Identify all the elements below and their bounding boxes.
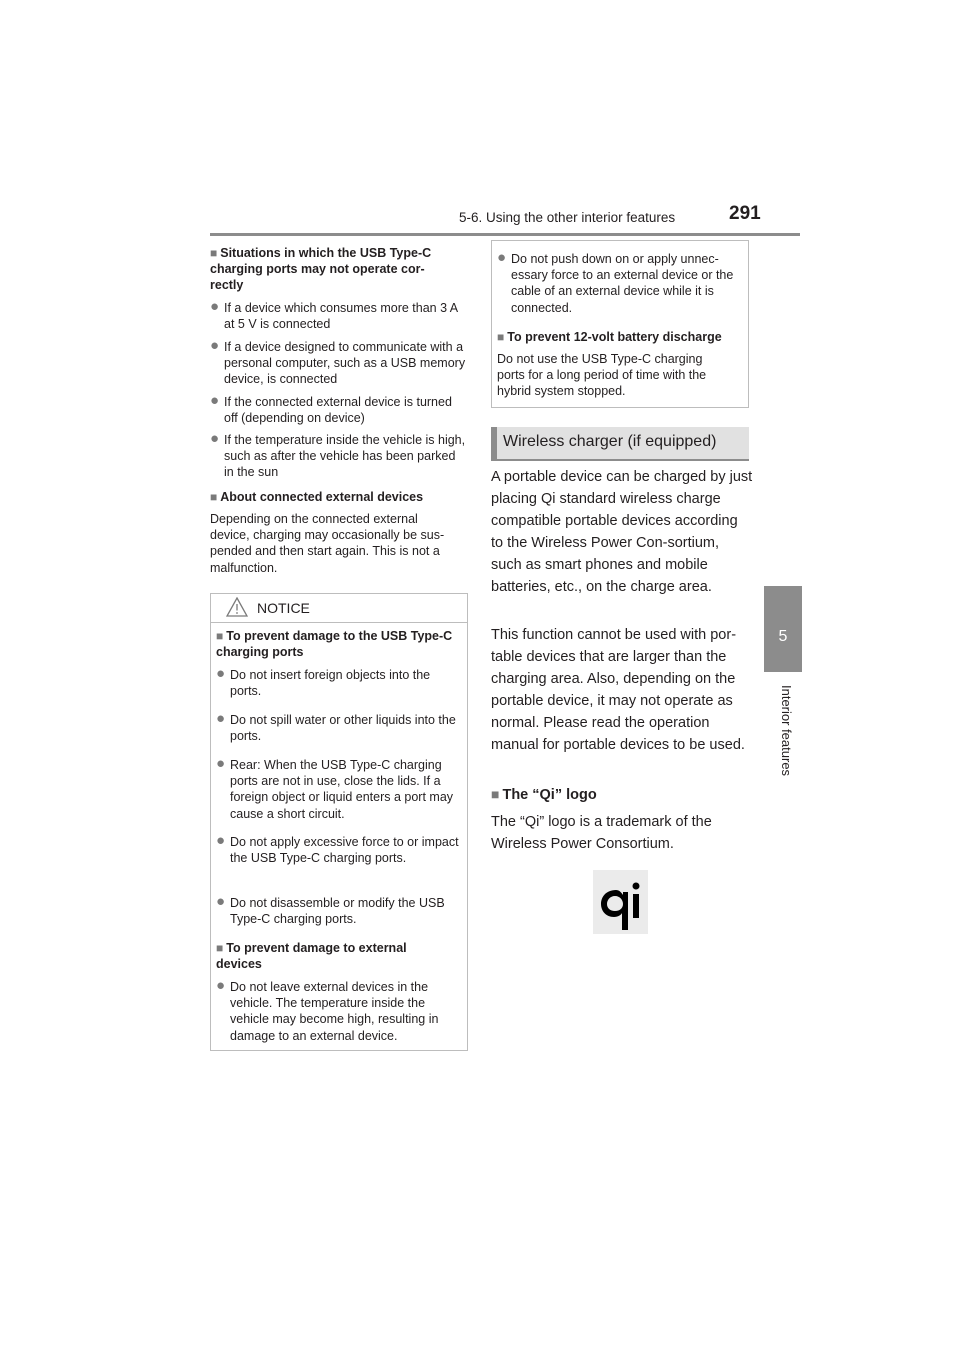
list-item-text: If a device which consumes more than 3 A at 5 V is connected (224, 301, 458, 332)
battery-discharge-heading-text: To prevent 12-volt battery discharge (507, 330, 722, 344)
battery-discharge-paragraph: Do not use the USB Type-C charging ports for a long period of time with the hybrid system stopped. (497, 352, 707, 399)
list-item-text: If the connected external device is turned off (depending on device) (224, 395, 452, 426)
usb-damage-heading (216, 628, 460, 660)
wireless-intro-paragraph: A portable device can be charged by just placing Qi standard wireless charge compatible portable devices according to the Wireless Power Con-sortium, such as smart phones and mobile batteries, etc., on the charge area. (491, 469, 753, 595)
section-title: Wireless charger (if equipped) (503, 433, 717, 450)
square-bullet-icon: ■ (210, 490, 218, 504)
list-item-text: Do not leave external devices in the vehicle. The temperature inside the vehicle may become high, resulting in damage to an external device. (230, 980, 439, 1043)
circle-bullet-icon: ● (216, 665, 226, 682)
external-damage-heading (216, 940, 446, 972)
running-header: 5-6. Using the other interior features (459, 210, 676, 225)
list-item (216, 667, 460, 699)
square-bullet-icon: ■ (497, 330, 505, 344)
circle-bullet-icon: ● (216, 977, 226, 994)
list-item-text: Do not insert foreign objects into the ports. (230, 668, 431, 699)
list-item (210, 300, 468, 332)
list-item (216, 895, 462, 927)
circle-bullet-icon: ● (210, 392, 220, 409)
list-item-text: Do not apply excessive force to or impact the USB Type-C charging ports. (230, 835, 459, 866)
circle-bullet-icon: ● (497, 249, 507, 266)
list-item (216, 834, 460, 866)
warning-triangle-icon (226, 597, 248, 617)
circle-bullet-icon: ● (210, 337, 220, 354)
square-bullet-icon: ■ (210, 246, 218, 260)
usb-damage-heading-text: To prevent damage to the USB Type-C charging ports (216, 629, 453, 660)
list-item-text: Do not spill water or other liquids into the ports. (230, 713, 456, 744)
list-item-text: Do not disassemble or modify the USB Type-C charging ports. (230, 896, 445, 927)
square-bullet-icon: ■ (491, 786, 500, 802)
list-item-text: Do not push down on or apply unnec-essary force to an external device or the cable of an external device while it is connected. (511, 252, 734, 315)
section-heading-rule (491, 459, 749, 461)
list-item (497, 251, 741, 316)
circle-bullet-icon: ● (216, 710, 226, 727)
square-bullet-icon: ■ (216, 629, 224, 643)
external-devices-heading (210, 489, 468, 505)
list-item-text: Rear: When the USB Type-C charging ports are not in use, close the lids. If a foreign object or liquid enters a port may cause a short circuit. (230, 758, 454, 821)
list-item (216, 712, 460, 744)
list-item (210, 432, 468, 481)
wireless-limit-paragraph: This function cannot be used with por-table devices that are larger than the charging area. Also, depending on the portable device, it may not operate as normal. Please read the operation manual for portable devices to be used. (491, 627, 745, 753)
chapter-label: Interior features (779, 685, 794, 777)
qi-logo-icon (593, 870, 648, 934)
circle-bullet-icon: ● (210, 430, 220, 447)
notice-label: NOTICE (257, 600, 310, 616)
external-damage-heading-text: To prevent damage to external devices (216, 941, 407, 972)
section-heading-bar (491, 427, 497, 459)
header-rule (210, 233, 800, 236)
page-number: 291 (729, 203, 761, 224)
battery-discharge-heading (497, 329, 747, 345)
usb-limitations-heading (210, 245, 450, 294)
list-item-text: If a device designed to communicate with a personal computer, such as a USB memory device, is connected (224, 340, 466, 387)
chapter-number: 5 (778, 628, 788, 645)
circle-bullet-icon: ● (216, 755, 226, 772)
usb-limitations-heading-text: Situations in which the USB Type-C charging ports may not operate cor-rectly (210, 246, 432, 293)
circle-bullet-icon: ● (216, 893, 226, 910)
list-item-text: If the temperature inside the vehicle is high, such as after the vehicle has been parked in the sun (224, 433, 466, 480)
notice-divider (211, 622, 467, 623)
external-devices-paragraph: Depending on the connected external device, charging may occasionally be sus-pended and then start again. This is not a malfunction. (210, 512, 445, 575)
circle-bullet-icon: ● (216, 832, 226, 849)
circle-bullet-icon: ● (210, 298, 220, 315)
list-item (216, 757, 462, 822)
external-devices-heading-text: About connected external devices (220, 490, 424, 504)
qi-logo-heading (491, 784, 751, 807)
list-item (216, 979, 460, 1044)
qi-logo-heading-text: The “Qi” logo (502, 787, 597, 803)
list-item (210, 339, 468, 388)
list-item (210, 394, 468, 426)
square-bullet-icon: ■ (216, 941, 224, 955)
qi-trademark-paragraph: The “Qi” logo is a trademark of the Wireless Power Consortium. (491, 814, 712, 852)
